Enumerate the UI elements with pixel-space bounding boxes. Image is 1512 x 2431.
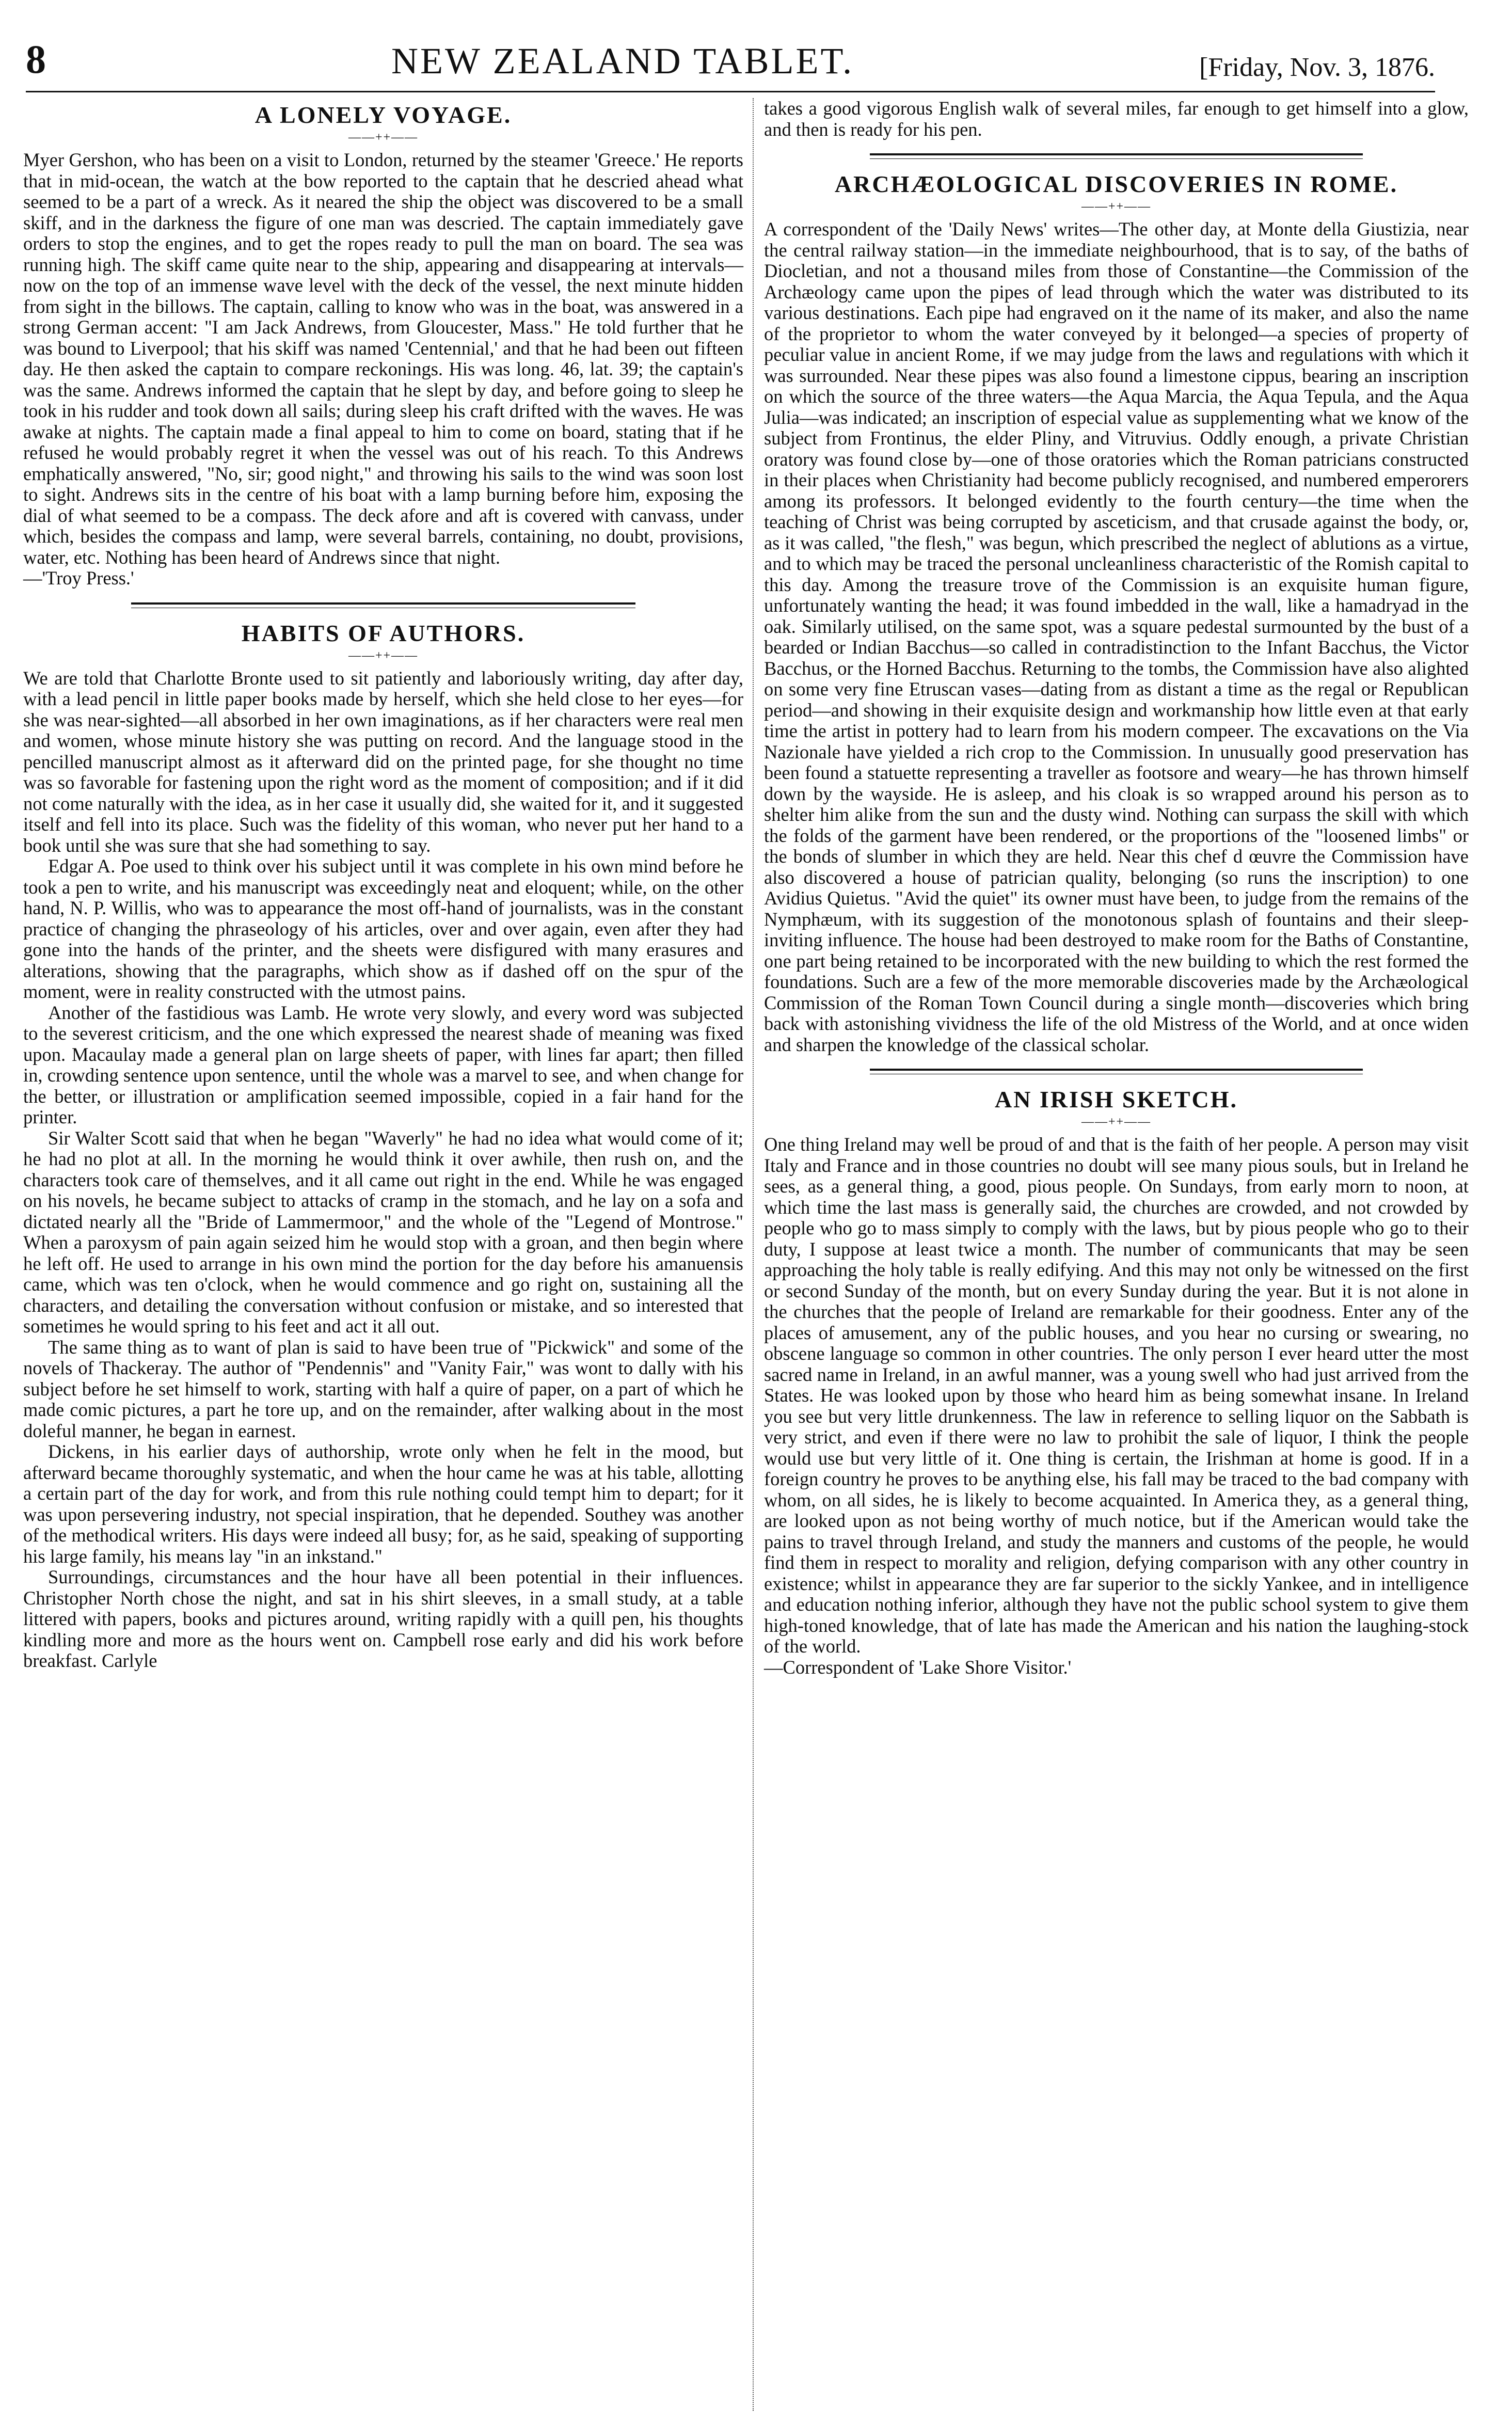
section-separator: [870, 153, 1363, 159]
paragraph: Edgar A. Poe used to think over his subject until it was complete in his own mind before he took a pen to write, and his manuscript was exceedingly neat and eloquent; while, on the other hand, N. P. Willis, who was to appearance the most off-hand of journalists, was in the constant practice of changing the phraseology of his articles, over and over again, even after they had gone into the hands of the printer, and the sheets were disfigured with many erasures and alterations, showing that the paragraphs, which show as if dashed off on the spur of the moment, were in reality constructed with the utmost pains.: [23, 855, 743, 1002]
paragraph: Surroundings, circumstances and the hour have all been potential in their influences. Christopher North chose the night, and sat in his shirt sleeves, in a small study, at a table littered with papers, books and pictures around, writing rapidly with a quill pen, his thoughts kindling more and more as the hours went on. Campbell rose early and did his work before breakfast. Carlyle: [23, 1566, 743, 1671]
paragraph: A correspondent of the 'Daily News' writes—The other day, at Monte della Giustizia, near the central railway station—in the immediate neighbourhood, that is to say, of the baths of Diocletian, and not a thousand miles from those of Constantine—the Commission of the Archæology came upon the pipes of lead through which the water was distributed to its various destinations. Each pipe had engraved on it the name of its maker, and also the name of the proprietor to whom the water conveyed by it belonged—a species of property of peculiar value in ancient Rome, if we may judge from the laws and regulations with which it was surrounded. Near these pipes was also found a limestone cippus, bearing an inscription on which the source of the three waters—the Aqua Marcia, the Aqua Tepula, and the Aqua Julia—was indicated; an inscription of especial value as supplementing what we know of the subject from Frontinus, the elder Pliny, and Vitruvius. Oddly enough, a private Christian oratory was found close by—one of those oratories which the Roman patricians constructed in their places when Christianity had become publicly recognised, and numbered emperorers among its professors. It belonged evidently to the fourth century—the time when the teaching of Christ was being corrupted by asceticism, and that crusade against the body, or, as it was called, "the flesh," was begun, which prescribed the neglect of ablutions as a virtue, and to which may be traced the personal uncleanliness characteristic of the Romish capital to this day. Among the treasure trove of the Commission is an exquisite human figure, unfortunately wanting the head; it was found imbedded in the wall, like a hamadryad in the oak. Similarly utilised, on the same spot, was a square pedestal surmounted by the bust of a bearded or Indian Bacchus—so called in contradistinction to the Infant Bacchus, the Victor Bacchus, or the Horned Bacchus. Returning to the tombs, the Commission have also alighted on some very fine Etruscan vases—dating from as distant a time as the regal or Republican period—and showing in their exquisite design and workmanship how little even at that early time the artist in pottery had to learn from his modern compeer. The excavations on the Via Nazionale have yielded a rich crop to the Commission. In unusually good preservation has been found a statuette representing a traveller as footsore and weary—he has thrown himself down by the wayside. He is asleep, and his cloak is so wrapped around his person as to shelter him alike from the sun and the dusty wind. Nothing can surpass the skill with which the folds of the garment have been rendered, or the proportions of the "loosened limbs" or the bonds of slumber in which they are held. Near this chef d œuvre the Commission have also discovered a house of patrician quality, belonging (so runs the inscription) to one Avidius Quietus. "Avid the quiet" its owner must have been, to judge from the remains of the Nymphæum, with its suggestion of the monotonous splash of fountains and their sleep-inviting influence. The house had been destroyed to make room for the Baths of Constantine, one part being retained to be incorporated with the new building to which the rest formed the foundations. Such are a few of the more memorable discoveries made by the Archæological Commission of the Roman Town Council during a single month—discoveries which bring back with astonishing vividness the life of the old Mistress of the World, and at once widen and sharpen the knowledge of the classical scholar.: [764, 218, 1469, 1055]
source-credit: —'Troy Press.': [23, 567, 134, 589]
article-title: AN IRISH SKETCH.: [994, 1086, 1238, 1113]
paragraph: The same thing as to want of plan is said to have been true of "Pickwick" and some of the novels of Thackeray. The author of "Pendennis" and "Vanity Fair," was wont to dally with his subject before he set himself to work, starting with half a quire of paper, on a part of which he made comic pictures, a part he tore up, and on the remainder, after walking about in the most doleful manner, he began in earnest.: [23, 1336, 743, 1441]
continued-paragraph: takes a good vigorous English walk of several miles, far enough to get himself into a glow, and then is ready for his pen.: [764, 98, 1469, 140]
paragraph: Another of the fastidious was Lamb. He wrote very slowly, and every word was subjected to the severest criticism, and the one which expressed the nearest shade of meaning was fixed upon. Macaulay made a general plan on large sheets of paper, with lines far apart; then filled in, crowding sentence upon sentence, until the whole was a marvel to see, and when change for the better, or illustration or amplification seemed impossible, copied in a fair hand for the printer.: [23, 1002, 743, 1127]
title-ornament: ——++——: [348, 131, 419, 144]
paragraph: Sir Walter Scott said that when he began "Waverly" he had no idea what would come of it; he had no plot at all. In the morning he would think it over awhile, then rush on, and the characters took care of themselves, and it all came out right in the end. While he was engaged on his novels, he became subject to attacks of cramp in the stomach, and he lay on a sofa and dictated nearly all the "Bride of Lammermoor," and the whole of the "Legend of Montrose." When a paroxysm of pain again seized him he would stop with a groan, and then begin where he left off. He used to arrange in his own mind the portion for the day before his amanuensis came, which was ten o'clock, when he would commence and go right on, sustaining all the characters, and detailing the conversation without confusion or mistake, and so interested that sometimes he would spring to his feet and act it all out.: [23, 1127, 743, 1337]
article-lonely-voyage: [23, 101, 743, 589]
article-title: HABITS OF AUTHORS.: [241, 619, 526, 646]
article-title: ARCHÆOLOGICAL DISCOVERIES IN ROME.: [834, 171, 1398, 197]
article-body: [764, 1134, 1469, 1678]
left-column: [23, 98, 743, 1672]
article-continuation: [764, 98, 1469, 140]
issue-date: [Friday, Nov. 3, 1876.: [1199, 53, 1435, 82]
article-archaeological-discoveries: [764, 170, 1469, 1055]
paragraph: We are told that Charlotte Bronte used to sit patiently and laboriously writing, day after day, with a lead pencil in little paper books made by herself, which she held close to her eyes—for she was near-sighted—all absorbed in her own imaginations, as if her characters were real men and women, whose minute history she was putting on record. And the language stood in the pencilled manuscript almost as it afterward did on the printed page, for she thought no time was so favorable for fastening upon the right word as the moment of composition; and if it did not come naturally with the idea, as in her case it usually did, she waited for it, and it suggested itself and fell into its place. Such was the fidelity of this woman, who never put her hand to a book until she was sure that she had something to say.: [23, 667, 743, 856]
paragraph: One thing Ireland may well be proud of and that is the faith of her people. A person may visit Italy and France and in those countries no doubt will see many pious souls, but in Ireland he sees, as a general thing, a good, pious people. On Sundays, from early morn to noon, at which time the last mass is generally said, the churches are crowded, and not crowded by people who go to mass simply to comply with the laws, but by pious people who go to their duty, I suppose at least twice a month. The number of communicants that may be seen approaching the holy table is really edifying. And this may not only be witnessed on the first or second Sunday of the month, but on every Sunday during the year. But it is not alone in the churches that the people of Ireland are remarkable for their goodness. Enter any of the places of amusement, any of the public houses, and you hear no cursing or swearing, no obscene language so common in other countries. The only person I ever heard utter the most sacred name in Ireland, in an awful manner, was a young swell who had just arrived from the States. He was looked upon by those who heard him as being somewhat insane. In Ireland you see but very little drunkenness. The law in reference to selling liquor on the Sabbath is very strict, and even if there were no law to prohibit the sale of liquor, I think the people would use but very little of it. One thing is certain, the Irishman at home is good. If in a foreign country he proves to be anything else, his fall may be traced to the bad company with whom, on all sides, he is likely to become acquainted. In America they, as a general thing, are looked upon as not being worthy of much notice, but if the American would take the pains to travel through Ireland, and study the manners and customs of the people, he would find them in respect to morality and religion, defying comparison with any other country in existence; whilst in appearance they are far superior to the sickly Yankee, and in intelligence and education nothing inferior, although they have not the public school system to give them high-toned knowledge, that of late has made the American and his nation the laughing-stock of the world.: [764, 1134, 1469, 1657]
newspaper-title: NEW ZEALAND TABLET.: [391, 40, 854, 82]
title-ornament: ——++——: [348, 648, 419, 662]
masthead-rule: [26, 91, 1435, 92]
paragraph: Myer Gershon, who has been on a visit to London, returned by the steamer 'Greece.' He reports that in mid-ocean, the watch at the bow reported to the captain that he descried ahead what seemed to be a part of a wreck. As it neared the ship the object was discovered to be a small skiff, and in the darkness the figure of one man was descried. The captain immediately gave orders to stop the engines, and to get the ropes ready to pull the man on board. The sea was running high. The skiff came quite near to the ship, appearing and disappearing at intervals—now on the top of an immense wave level with the deck of the vessel, the next minute hidden from sight in the billows. The captain, calling to know who was in the boat, was answered in a strong German accent: "I am Jack Andrews, from Gloucester, Mass." He told further that he was bound to Liverpool; that his skiff was named 'Centennial,' and that he had been out fifteen day. He then asked the captain to compare reckonings. His was long. 46, lat. 39; the captain's was the same. Andrews informed the captain that he slept by day, and before going to sleep he took in his rudder and took down all sails; during sleep his craft drifted with the waves. He was awake at nights. The captain made a final appeal to him to come on board, stating that if he refused he would probably regret it when the vessel was out of his reach. To this Andrews emphatically answered, "No, sir; good night," and throwing his sails to the wind was soon lost to sight. Andrews sits in the centre of his boat with a lamp burning before him, exposing the dial of what seemed to be a compass. The deck afore and aft is covered with canvass, under which, besides the compass and lamp, were several barrels, containing, no doubt, provisions, water, etc. Nothing has been heard of Andrews since that night.: [23, 149, 743, 568]
article-habits-of-authors: [23, 619, 743, 1672]
title-ornament: ——++——: [1081, 1115, 1152, 1129]
right-column: [764, 98, 1469, 1678]
article-body: [23, 150, 743, 589]
article-body: [764, 219, 1469, 1055]
article-irish-sketch: [764, 1086, 1469, 1678]
source-credit: —Correspondent of 'Lake Shore Visitor.': [764, 1656, 1072, 1678]
title-ornament: ——++——: [1081, 200, 1152, 213]
article-title: A LONELY VOYAGE.: [254, 102, 512, 128]
section-separator: [131, 602, 635, 608]
page-number: 8: [26, 37, 46, 82]
section-separator: [870, 1069, 1363, 1074]
column-divider: [753, 98, 754, 2411]
article-body: [23, 668, 743, 1672]
paragraph: Dickens, in his earlier days of authorship, wrote only when he felt in the mood, but afterward became thoroughly systematic, and when the hour came he was at his table, allotting a certain part of the day for work, and from this rule nothing could tempt him to depart; for it was upon persevering industry, not special inspiration, that he depended. Southey was another of the methodical writers. His days were indeed all busy; for, as he said, speaking of supporting his large family, his means lay "in an inkstand.": [23, 1441, 743, 1567]
masthead: [26, 21, 1435, 83]
